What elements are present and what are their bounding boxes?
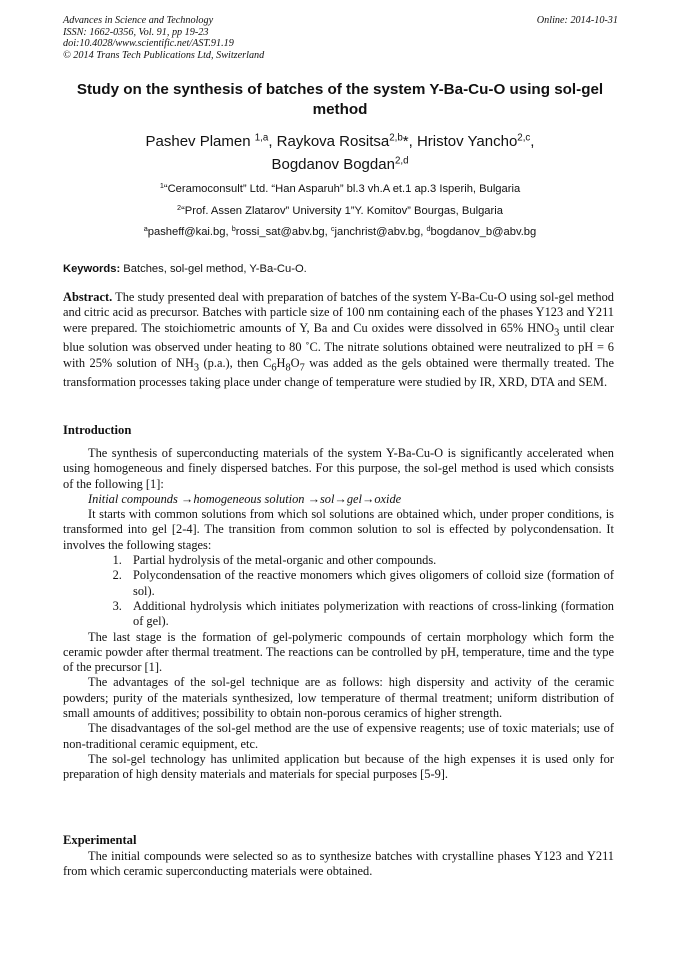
author: Bogdanov Bogdan$^{2,d}$: [271, 155, 409, 173]
keywords: Keywords: Batches, sol-gel method, Y-Ba-Cu-O.: [63, 263, 307, 275]
paragraph: The last stage is the formation of gel-polymeric compounds of certain morphology which form the ceramic powder after thermal treatment. The reactions can be controlled by pH, temperature, time and the type of the precursor [1].: [63, 629, 614, 675]
email-link[interactable]: janchrist@abv.bg,: [334, 226, 427, 238]
issn-line: ISSN: 1662-0356, Vol. 91, pp 19-23: [63, 26, 209, 38]
email-link[interactable]: rossi_sat@abv.bg,: [235, 226, 331, 238]
paragraph: The sol-gel technology has unlimited application but because of the high expenses it is used only for preparation of high density materials and materials for special purposes [5-9].: [63, 751, 614, 782]
affiliation-2: $^2$“Prof. Assen Zlatarov” University 1”Y. Komitov” Bourgas, Bulgaria: [177, 203, 503, 217]
email-link[interactable]: pasheff@kai.bg,: [147, 226, 232, 238]
paragraph: The synthesis of superconducting materials of the system Y-Ba-Cu-O is significantly accelerated when using homogeneous and finely dispersed batches. For this purpose, the sol-gel method is used which consists of the following [1]:: [63, 446, 614, 491]
paper-title: Study on the synthesis of batches of the system Y-Ba-Cu-O using sol-gel method: [76, 81, 604, 118]
author: Pashev Plamen $^{1,a}$,: [145, 132, 277, 150]
stages-list: [63, 553, 614, 629]
abstract-label: Abstract.: [63, 290, 113, 304]
email-list: $^a$pasheff@kai.bg, $^b$rossi_sat@abv.bg, $^c$janchrist@abv.bg, $^d$bogdanov_b@abv.bg: [143, 224, 537, 238]
author-list: [60, 130, 620, 176]
introduction-body: [63, 446, 614, 783]
doi-line: doi:10.4028/www.scientific.net/AST.91.19: [63, 38, 234, 49]
running-header: [63, 15, 618, 61]
paragraph: The initial compounds were selected so as to synthesize batches with crystalline phases Y123 and Y211 from which ceramic superconducting materials were obtained.: [63, 849, 614, 879]
list-item: 2. Polycondensation of the reactive monomers which gives oligomers of colloid size (formation of sol).: [125, 568, 614, 599]
list-item: 3. Additional hydrolysis which initiates polymerization with reactions of cross-linking (formation of gel).: [125, 599, 614, 630]
paragraph: The disadvantages of the sol-gel method are the use of expensive reagents; use of toxic materials; use of non-traditional ceramic equipment, etc.: [63, 721, 614, 751]
journal-name: Advances in Science and Technology: [63, 15, 214, 26]
copyright-line: © 2014 Trans Tech Publications Ltd, Switzerland: [63, 49, 265, 61]
affiliation-1: $^1$“Ceramoconsult” Ltd. “Han Asparuh” bl.3 vh.A et.1 ap.3 Isperih, Bulgaria: [159, 181, 521, 195]
section-heading-introduction: Introduction: [63, 423, 132, 437]
email-link[interactable]: bogdanov_b@abv.bg: [430, 226, 537, 238]
paragraph: The advantages of the sol-gel technique are as follows: high dispersity and activity of the ceramic powders; purity of the materials synthesized, low temperature of thermal treatment; uniform distribution of small amounts of additives; possibility to obtain non-porous ceramics of higher strength.: [63, 675, 614, 721]
author: Raykova Rositsa$^{2,b}$*,: [276, 132, 417, 150]
list-item: 1. Partial hydrolysis of the metal-organic and other compounds.: [125, 553, 614, 568]
experimental-body: [63, 849, 614, 880]
abstract: Abstract. The study presented deal with preparation of batches of the system Y-Ba-Cu-O using sol-gel method and citric acid as precursor. Batches with particle size of 100 nm containing each of the phases Y123 and Y211 were prepared. The stoichiometric amounts of Y, Ba and Cu oxides were dissolved in 65% $HNO_3$ until clear blue solution was observed under heating to 80 ˚C. The nitrate solutions obtained were neutralized to pH = 6 with 25% solution of $NH_3$ (p.a.), then $C_6H_8O_7$ was added as the gels obtained were thermally treated. The transformation processes taking place under change of temperature were studied by IR, XRD, DTA and SEM.: [63, 290, 615, 390]
section-heading-experimental: Experimental: [63, 833, 137, 847]
online-date: Online: 2014-10-31: [536, 15, 618, 26]
process-scheme: Initial compounds →homogeneous solution →sol→gel→oxide: [88, 491, 402, 506]
paragraph: It starts with common solutions from which sol solutions are obtained which, under proper conditions, is transformed into gel [2-4]. The transition from common solution to sol is effected by polycondensation. It involves the following stages:: [63, 507, 614, 552]
author: Hristov Yancho$^{2,c}$,: [416, 132, 535, 150]
